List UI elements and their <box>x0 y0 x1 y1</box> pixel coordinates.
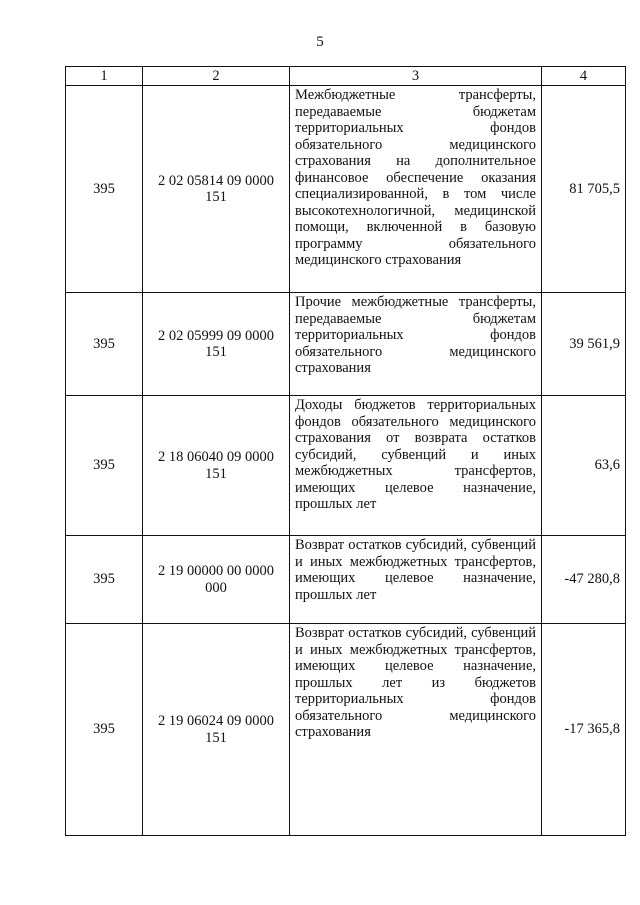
admin-code-cell: 395 <box>66 293 143 396</box>
table-row <box>66 293 626 396</box>
classification-code-cell: 2 02 05999 09 0000 151 <box>143 293 290 396</box>
income-name-cell: Возврат остатков субсидий, субвенций и иных межбюджетных трансфертов, имеющих целевое назначение, прошлых лет <box>290 536 542 624</box>
table-header <box>66 67 626 86</box>
table-row <box>66 396 626 536</box>
income-name-cell: Возврат остатков субсидий, субвенций и иных межбюджетных трансфертов, имеющих целевое назначение, прошлых лет из бюджетов территориальных фондов обязательного медицинского страхования <box>290 624 542 836</box>
header-col-4: 4 <box>542 67 626 86</box>
header-row <box>66 67 626 86</box>
income-name-cell: Прочие межбюджетные трансферты, передаваемые бюджетам территориальных фондов обязательного медицинского страхования <box>290 293 542 396</box>
classification-code-cell: 2 19 00000 00 0000 000 <box>143 536 290 624</box>
amount-cell: 63,6 <box>542 396 626 536</box>
admin-code-cell: 395 <box>66 536 143 624</box>
table-row <box>66 86 626 293</box>
income-name-cell: Доходы бюджетов территориальных фондов обязательного медицинского страхования от возврата остатков субсидий, субвенций и иных межбюджетных трансфертов, имеющих целевое назначение, прошлых лет <box>290 396 542 536</box>
admin-code-cell: 395 <box>66 396 143 536</box>
admin-code-cell: 395 <box>66 624 143 836</box>
table-body <box>66 86 626 836</box>
classification-code-cell: 2 02 05814 09 0000 151 <box>143 86 290 293</box>
table-row <box>66 624 626 836</box>
header-col-2: 2 <box>143 67 290 86</box>
classification-code-cell: 2 18 06040 09 0000 151 <box>143 396 290 536</box>
income-name-cell: Межбюджетные трансферты, передаваемые бюджетам территориальных фондов обязательного медицинского страхования на дополнительное финансовое обеспечение оказания специализированной, в том числе высокотехнологичной, медицинской помощи, включенной в базовую программу обязательного медицинского страхования <box>290 86 542 293</box>
budget-table <box>65 66 626 836</box>
amount-cell: 39 561,9 <box>542 293 626 396</box>
amount-cell: -47 280,8 <box>542 536 626 624</box>
admin-code-cell: 395 <box>66 86 143 293</box>
amount-cell: -17 365,8 <box>542 624 626 836</box>
classification-code-cell: 2 19 06024 09 0000 151 <box>143 624 290 836</box>
header-col-3: 3 <box>290 67 542 86</box>
header-col-1: 1 <box>66 67 143 86</box>
page-number: 5 <box>316 34 324 50</box>
amount-cell: 81 705,5 <box>542 86 626 293</box>
table-row <box>66 536 626 624</box>
